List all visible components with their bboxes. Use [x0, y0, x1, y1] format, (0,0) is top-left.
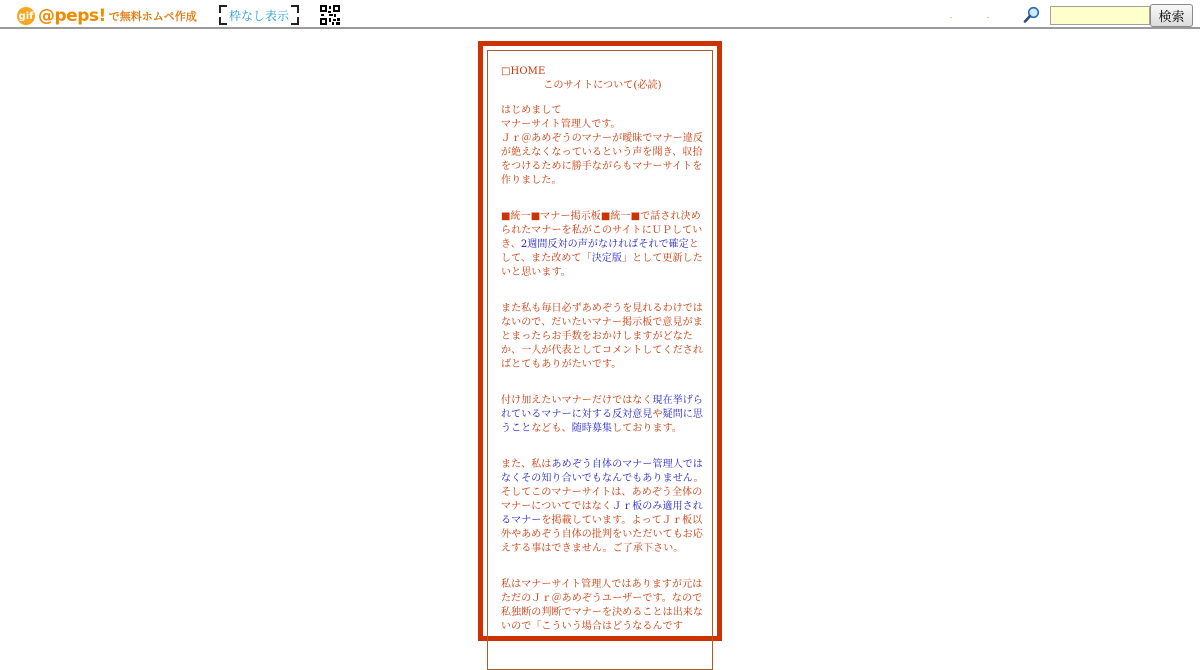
intro-line: はじめまして — [501, 105, 562, 116]
highlight-text: 随時募集 — [571, 423, 613, 434]
content-frame — [478, 41, 722, 641]
search-input[interactable] — [1050, 6, 1150, 25]
admin-paragraph: 私はマナーサイト管理人ではありますが元はただのＪｒ＠あめぞうユーザーです。なので私独断の判断でマナーを決めることは出来ないので「こういう場合はどうなるんです — [501, 579, 703, 632]
magnifier-icon[interactable] — [1023, 6, 1041, 24]
peps-logo-link[interactable] — [17, 5, 197, 27]
highlight-text: あめぞう自体のマナー管理人ではなくその知り合いでもなんでもありません — [501, 459, 703, 484]
rules-paragraph: ■統一■マナー掲示板■統一■で話され決められたマナーを私がこのサイトにＵＰしていき、2週間反対の声がなければそれで確定として、また改めて「決定版」として更新したいと思います。 — [501, 211, 703, 278]
logo-tagline: で無料ホムペ作成 — [108, 10, 197, 23]
request-paragraph: また私も毎日必ずあめぞうを見れるわけではないので、だいたいマナー掲示板で意見がまとまったらお手数をおかけしますがどなたか、一人が代表としてコメントしてくださればとてもありがたいです。 — [501, 303, 703, 370]
logo-face-icon: gif — [17, 7, 35, 25]
highlight-text: 2週間反対の声がなければそれで確定 — [520, 239, 689, 250]
highlight-text: 疑問に思うこと — [501, 409, 704, 434]
top-toolbar — [0, 0, 1200, 29]
toolbar-dot: ・ — [948, 15, 955, 22]
disclaimer-paragraph: また、私はあめぞう自体のマナー管理人ではなくその知り合いでもなんでもありません。そしてこのマナーサイトは、あめぞう全体のマナーについてではなくＪｒ板のみ適用されるマナーを掲載しています。よってＪｒ板以外やあめぞう自体の批判をいただいてもお応えする事はできません。ご了承下さい。 — [501, 459, 704, 554]
highlight-text: 現在挙げられているマナーに対する反対意見 — [501, 395, 703, 420]
content-panel — [487, 50, 713, 670]
intro-line: Ｊｒ＠あめぞうのマナーが曖昧でマナー違反が絶えなくなっているという声を聞き、収拾をつけるために勝手ながらもマナーサイトを作りました。 — [501, 133, 703, 186]
feedback-paragraph: 付け加えたいマナーだけではなく現在挙げられているマナーに対する反対意見や疑問に思うことなども、随時募集しております。 — [501, 395, 704, 434]
intro-line: マナーサイト管理人です。 — [501, 119, 621, 130]
toolbar-dot: ・ — [985, 15, 992, 22]
intro-paragraph — [501, 104, 704, 188]
highlight-text: Ｊｒ板のみ適用されるマナー — [501, 501, 703, 526]
search-button[interactable]: 検索 — [1150, 4, 1193, 27]
highlight-text: 決定版 — [591, 253, 623, 264]
page-title: このサイトについて(必読) — [543, 80, 662, 91]
no-frame-view-link[interactable] — [219, 5, 299, 25]
no-frame-view-label: 枠なし表示 — [228, 8, 289, 23]
logo-brand: @peps! — [38, 6, 106, 26]
home-link[interactable]: □HOME — [501, 66, 546, 77]
qr-code-icon[interactable] — [320, 5, 340, 25]
